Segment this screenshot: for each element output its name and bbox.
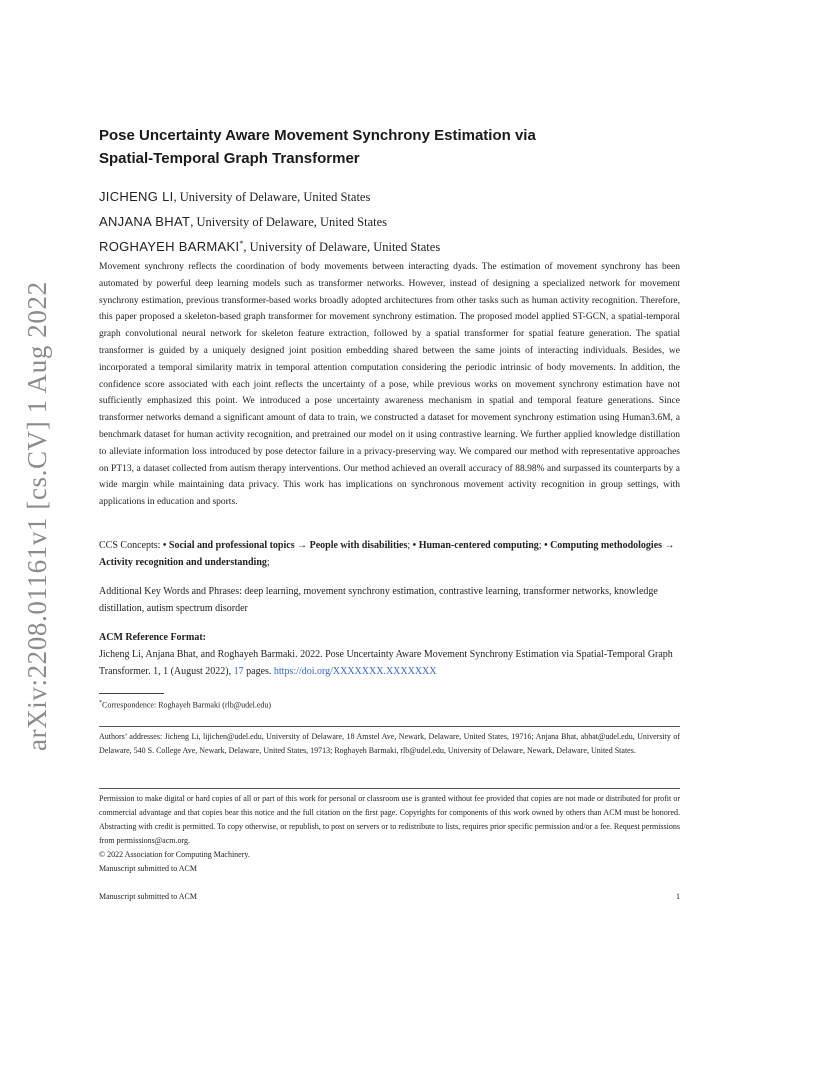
author-entry	[99, 233, 680, 258]
author-name: ANJANA BHAT	[99, 214, 191, 230]
author-addresses: Authors’ addresses: Jicheng Li, lijichen@udel.edu, University of Delaware, 18 Amstel Ave, Newark, Delaware, United States, 19716; Anjana Bhat, abhat@udel.edu, University of Delaware, 540 S. College Ave, Newark, Delaware, United States, 19713; Roghayeh Barmaki, rlb@udel.edu, University of Delaware, Newark, Delaware, United States.	[99, 732, 680, 755]
ccs-concept-1: Social and professional topics	[168, 540, 295, 551]
author-affiliation: , University of Delaware, United States	[173, 190, 371, 205]
permission-rule	[99, 788, 680, 789]
ccs-separator: ;	[407, 540, 413, 551]
paper-title	[99, 124, 680, 170]
footnote-text: Correspondence: Roghayeh Barmaki (rlb@udel.edu)	[102, 700, 272, 710]
author-affiliation: , University of Delaware, United States	[243, 240, 441, 255]
copyright-line: © 2022 Association for Computing Machinery.	[99, 850, 250, 859]
author-mark[interactable]: *	[239, 239, 244, 249]
author-name: JICHENG LI	[99, 189, 174, 205]
acm-reference-pages-suffix: pages.	[243, 666, 274, 677]
ccs-concept-2: Human-centered computing	[418, 540, 539, 551]
acm-reference-heading: ACM Reference Format:	[99, 632, 206, 643]
ccs-concept-3b: Activity recognition and understanding	[99, 557, 267, 568]
ccs-arrow: →	[664, 540, 675, 551]
author-entry	[99, 183, 680, 208]
ccs-bullet: •	[412, 540, 417, 551]
arxiv-identifier[interactable]: arXiv:2208.01161v1 [cs.CV] 1 Aug 2022	[22, 281, 52, 751]
acm-reference-text: Jicheng Li, Anjana Bhat, and Roghayeh Barmaki. 2022. Pose Uncertainty Aware Movement Synchrony Estimation via Spatial-Temporal Graph Transformer. 1, 1 (August 2022),	[99, 649, 673, 677]
addresses-rule	[99, 726, 680, 727]
running-footer	[99, 890, 680, 904]
author-affiliation: , University of Delaware, United States	[190, 215, 388, 230]
keywords: Additional Key Words and Phrases: deep learning, movement synchrony estimation, contrastive learning, transformer networks, knowledge distillation, autism spectrum disorder	[99, 586, 658, 614]
title-line-2: Spatial-Temporal Graph Transformer	[99, 150, 360, 167]
title-line-1: Pose Uncertainty Aware Movement Synchrony Estimation via	[99, 127, 536, 144]
correspondence-footnote	[99, 697, 680, 712]
footnote-rule	[99, 693, 164, 694]
page-count-link[interactable]: 17	[233, 666, 244, 677]
page-number: 1	[676, 892, 680, 901]
submission-line: Manuscript submitted to ACM	[99, 864, 197, 873]
footer-left: Manuscript submitted to ACM	[99, 892, 197, 901]
ccs-bullet: •	[162, 540, 167, 551]
ccs-end: ;	[266, 557, 270, 568]
ccs-bullet: •	[544, 540, 548, 551]
permission-notice	[99, 792, 680, 876]
ccs-concept-3: Computing methodologies	[550, 540, 663, 551]
author-list	[99, 183, 680, 258]
ccs-arrow: →	[297, 540, 308, 551]
author-name: ROGHAYEH BARMAKI	[99, 239, 240, 255]
doi-link[interactable]: https://doi.org/XXXXXXX.XXXXXXX	[273, 666, 437, 677]
footnote-mark: *	[99, 700, 102, 706]
permission-text: Permission to make digital or hard copies of all or part of this work for personal or classroom use is granted without fee provided that copies are not made or distributed for profit or commercial advantage and that copies bear this notice and the full citation on the first page. Copyrights for components of this work owned by others than ACM must be honored. Abstracting with credit is permitted. To copy otherwise, or republish, to post on servers or to redistribute to lists, requires prior specific permission and/or a fee. Request permissions from permissions@acm.org.	[99, 794, 680, 845]
acm-reference	[99, 629, 680, 680]
ccs-concepts	[99, 537, 680, 571]
ccs-label: CCS Concepts:	[99, 540, 163, 551]
ccs-separator: ;	[538, 540, 545, 551]
ccs-concept-1b: People with disabilities	[309, 540, 408, 551]
abstract: Movement synchrony reflects the coordination of body movements between interacting dyads. The estimation of movement synchrony has been automated by powerful deep learning models such as transformer networks. However, instead of designing a specialized network for movement synchrony estimation, previous transformer-based works broadly adopted architectures from other tasks such as human activity recognition. Therefore, this paper proposed a skeleton-based graph transformer for movement synchrony estimation. The proposed model applied ST-GCN, a spatial-temporal graph convolutional neural network for skeleton feature extraction, followed by a spatial transformer for spatial feature generation. The spatial transformer is guided by a uniquely designed joint position embedding shared between the same joints of interacting individuals. Besides, we incorporated a temporal similarity matrix in temporal attention computation considering the periodic intrinsic of body movements. In addition, the confidence score associated with each joint reflects the uncertainty of a pose, while previous works on movement synchrony estimation have not sufficiently emphasized this point. We introduced a pose uncertainty awareness mechanism in spatial and temporal feature generations. Since transformer networks demand a significant amount of data to train, we constructed a dataset for movement synchrony estimation using Human3.6M, a benchmark dataset for human activity recognition, and pretrained our model on it using contrastive learning. We further applied knowledge distillation to alleviate information loss introduced by pose detector failure in a privacy-preserving way. We compared our method with representative approaches on PT13, a dataset collected from autism therapy interventions. Our method achieved an overall accuracy of 88.98% and surpassed its counterparts by a wide margin while maintaining data privacy. This work has implications on synchronous movement activity recognition in group settings, with applications in education and sports.	[99, 262, 680, 508]
author-entry	[99, 208, 680, 233]
acm-reference-body	[99, 646, 680, 680]
